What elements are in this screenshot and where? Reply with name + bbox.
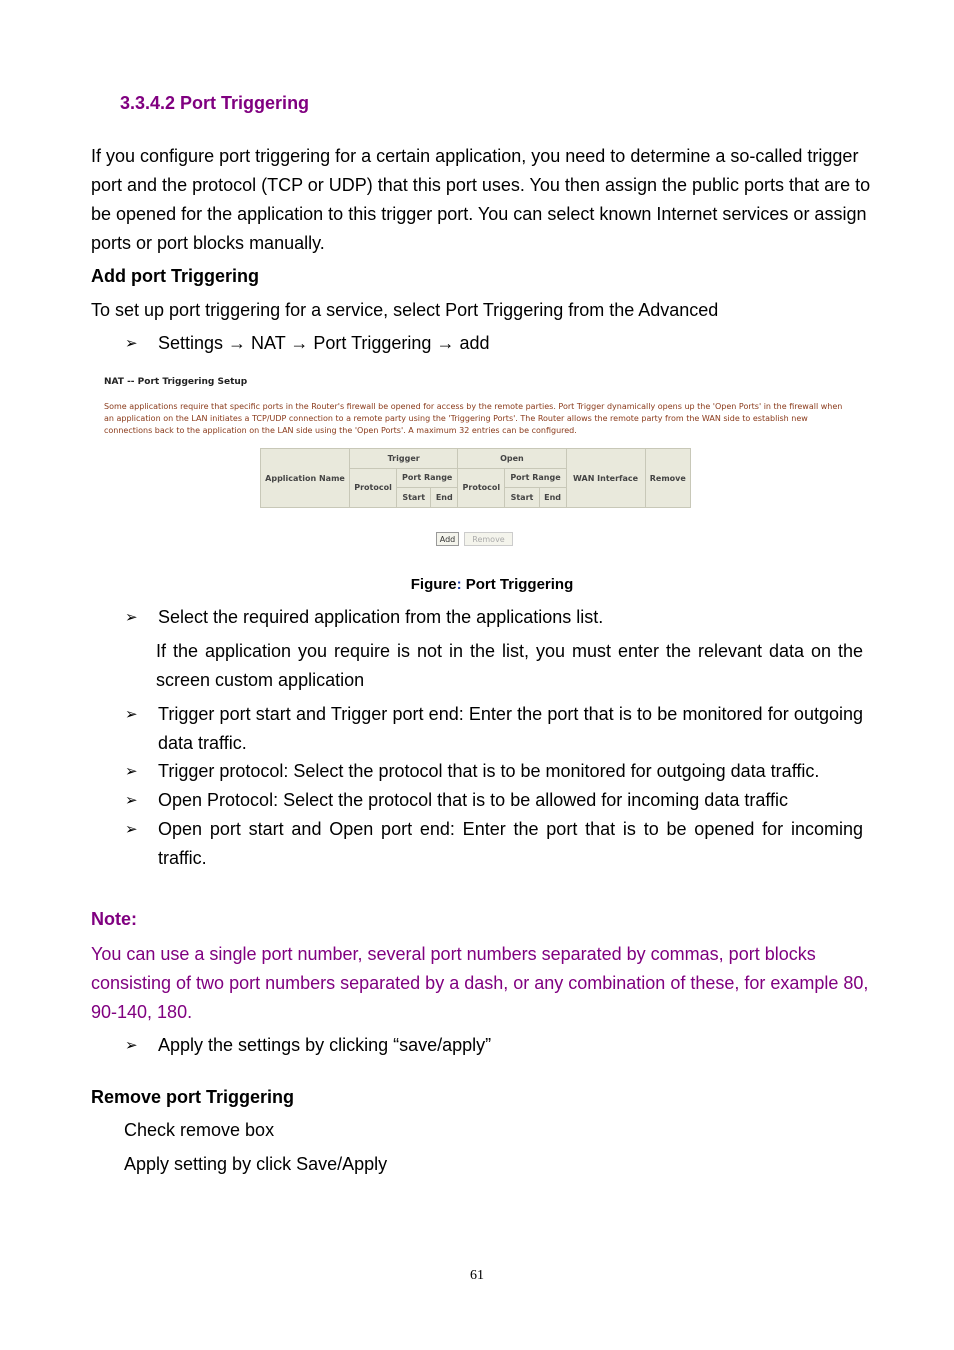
col-open-protocol: Protocol bbox=[458, 468, 505, 507]
intro-paragraph: If you configure port triggering for a certain application, you need to determine a so-called trigger port and the protocol (TCP or UDP) that this port uses. You then assign the public ports that are to be opened for the application to this trigger port. You can select known Internet services or assign ports or port blocks manually. bbox=[91, 146, 871, 253]
col-trigger-end: End bbox=[431, 488, 458, 508]
caption-colon: : bbox=[456, 576, 462, 593]
arrow-bullet-icon: ➢ bbox=[125, 608, 138, 626]
arrow-bullet-icon: ➢ bbox=[125, 1036, 138, 1054]
col-open-start: Start bbox=[505, 488, 539, 508]
section-heading: 3.3.4.2 Port Triggering bbox=[120, 93, 310, 113]
custom-app-note: If the application you require is not in the list, you must enter the relevant data on the screen custom application bbox=[156, 641, 863, 690]
remove-button[interactable]: Remove bbox=[464, 532, 513, 546]
col-trigger-port-range: Port Range bbox=[397, 468, 458, 488]
arrow-bullet-icon: ➢ bbox=[125, 762, 138, 780]
caption-text: Port Triggering bbox=[461, 576, 574, 593]
list-item-text: Apply the settings by clicking “save/apply” bbox=[158, 1035, 492, 1055]
col-trigger-start: Start bbox=[397, 488, 431, 508]
col-application-name: Application Name bbox=[261, 449, 350, 508]
note-text: You can use a single port number, several port numbers separated by commas, port blocks consisting of two port numbers separated by a dash, or any combination of these, for example 80, 90-140, 180. bbox=[91, 944, 869, 1022]
add-text: To set up port triggering for a service, select Port Triggering from the Advanced bbox=[91, 300, 719, 320]
col-wan-interface: WAN Interface bbox=[566, 449, 645, 508]
remove-step: Apply setting by click Save/Apply bbox=[124, 1154, 388, 1174]
col-open-end: End bbox=[539, 488, 566, 508]
remove-step: Check remove box bbox=[124, 1120, 275, 1140]
col-open-port-range: Port Range bbox=[505, 468, 566, 488]
list-item-text: Trigger protocol: Select the protocol that is to be monitored for outgoing data traffic. bbox=[158, 761, 820, 781]
list-item-text: Trigger port start and Trigger port end: Enter the port that is to be monitored for outgoing data traffic. bbox=[158, 704, 863, 753]
ui-page-title: NAT -- Port Triggering Setup bbox=[104, 377, 248, 387]
list-item-text: Open port start and Open port end: Enter the port that is to be opened for incoming traffic. bbox=[158, 819, 863, 868]
list-item-text: Select the required application from the applications list. bbox=[158, 607, 604, 627]
add-heading: Add port Triggering bbox=[91, 266, 259, 286]
nav-path-text: Settings → NAT → Port Triggering → add bbox=[158, 333, 490, 353]
caption-label: Figure bbox=[410, 576, 457, 593]
arrow-bullet-icon: ➢ bbox=[125, 705, 138, 723]
remove-heading: Remove port Triggering bbox=[91, 1087, 295, 1107]
arrow-bullet-icon: ➢ bbox=[125, 820, 138, 838]
arrow-bullet-icon: ➢ bbox=[125, 334, 138, 352]
list-item-text: Open Protocol: Select the protocol that is to be allowed for incoming data traffic bbox=[158, 790, 789, 810]
col-open: Open bbox=[458, 449, 566, 469]
arrow-bullet-icon: ➢ bbox=[125, 791, 138, 809]
col-trigger: Trigger bbox=[350, 449, 458, 469]
add-button[interactable]: Add bbox=[436, 532, 459, 546]
note-title: Note: bbox=[91, 909, 137, 929]
ui-description: Some applications require that specific ports in the Router's firewall be opened for access by the remote parties. Port Trigger dynamically opens up the 'Open Ports' in the firewall when an application on the LAN initiates a TCP/UDP connection to a remote party using the 'Triggering Ports'. The Router allows the remote party from the WAN side to establish new connections back to the application on the LAN side using the 'Open Ports'. A maximum 32 entries can be configured. bbox=[104, 402, 843, 435]
col-remove: Remove bbox=[645, 449, 690, 508]
port-trigger-table bbox=[260, 448, 691, 508]
figure-caption bbox=[0, 576, 954, 593]
page-number: 61 bbox=[470, 1268, 484, 1283]
col-trigger-protocol: Protocol bbox=[350, 468, 397, 507]
